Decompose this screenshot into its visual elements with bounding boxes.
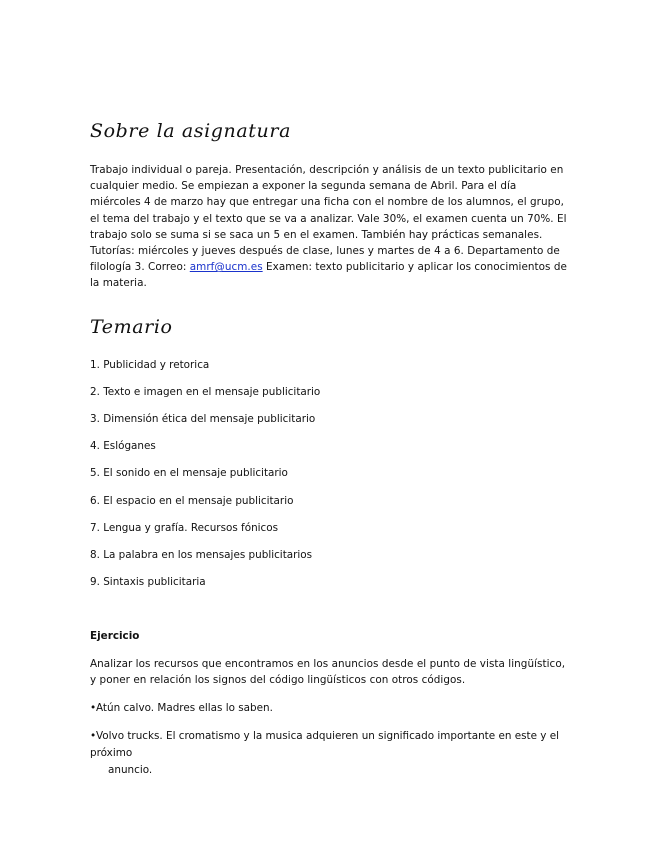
section-heading-sobre-la-asignatura: Sobre la asignatura — [90, 120, 291, 142]
syllabus-item-7: 7. Lengua y grafía. Recursos fónicos — [90, 522, 279, 534]
exercise-bullet-1 — [90, 700, 570, 717]
syllabus-item-9: 9. Sintaxis publicitaria — [90, 576, 206, 588]
syllabus-item-8: 8. La palabra en los mensajes publicitarios — [90, 549, 313, 561]
exercise-intro: Analizar los recursos que encontramos en los anuncios desde el punto de vista lingüístico, y poner en relación los signos del código lingüísticos con otros códigos. — [90, 658, 566, 687]
bullet-text: Volvo trucks. El cromatismo y la musica adquieren un significado importante en este y el próximo — [90, 730, 560, 759]
syllabus-item-6: 6. El espacio en el mensaje publicitario — [90, 495, 294, 507]
bullet-text-continued: anuncio. — [108, 764, 153, 776]
section-heading-temario: Temario — [90, 316, 173, 338]
description-text-end: Examen: texto publicitario y aplicar los conocimientos de la materia. — [90, 261, 567, 290]
bullet-text: Atún calvo. Madres ellas lo saben. — [96, 702, 273, 714]
bullet-dot-icon: • — [90, 730, 97, 742]
bullet-dot-icon: • — [90, 702, 97, 714]
exercise-label: Ejercicio — [90, 630, 140, 642]
syllabus-item-3: 3. Dimensión ética del mensaje publicitario — [90, 413, 316, 425]
course-description-paragraph — [90, 162, 570, 292]
email-link[interactable]: amrf@ucm.es — [189, 261, 263, 274]
exercise-bullet-2 — [90, 728, 570, 779]
syllabus-item-5: 5. El sonido en el mensaje publicitario — [90, 467, 288, 479]
description-text: Trabajo individual o pareja. Presentación, descripción y análisis de un texto publicitario en cualquier medio. Se empiezan a exponer la segunda semana de Abril. Para el día miércoles 4 de marzo hay que entregar una ficha con el nombre de los alumnos, el grupo, el tema del trabajo y el texto que se va a analizar. Vale 30%, el examen cuenta un 70%. El trabajo solo se suma si se saca un 5 en el examen. También hay prácticas semanales. Tutorías: miércoles y jueves después de clase, lunes y martes de 4 a 6. Departamento de filología 3. Correo: — [90, 164, 567, 274]
syllabus-item-2: 2. Texto e imagen en el mensaje publicitario — [90, 386, 321, 398]
syllabus-item-4: 4. Eslóganes — [90, 440, 156, 452]
syllabus-item-1: 1. Publicidad y retorica — [90, 359, 210, 371]
